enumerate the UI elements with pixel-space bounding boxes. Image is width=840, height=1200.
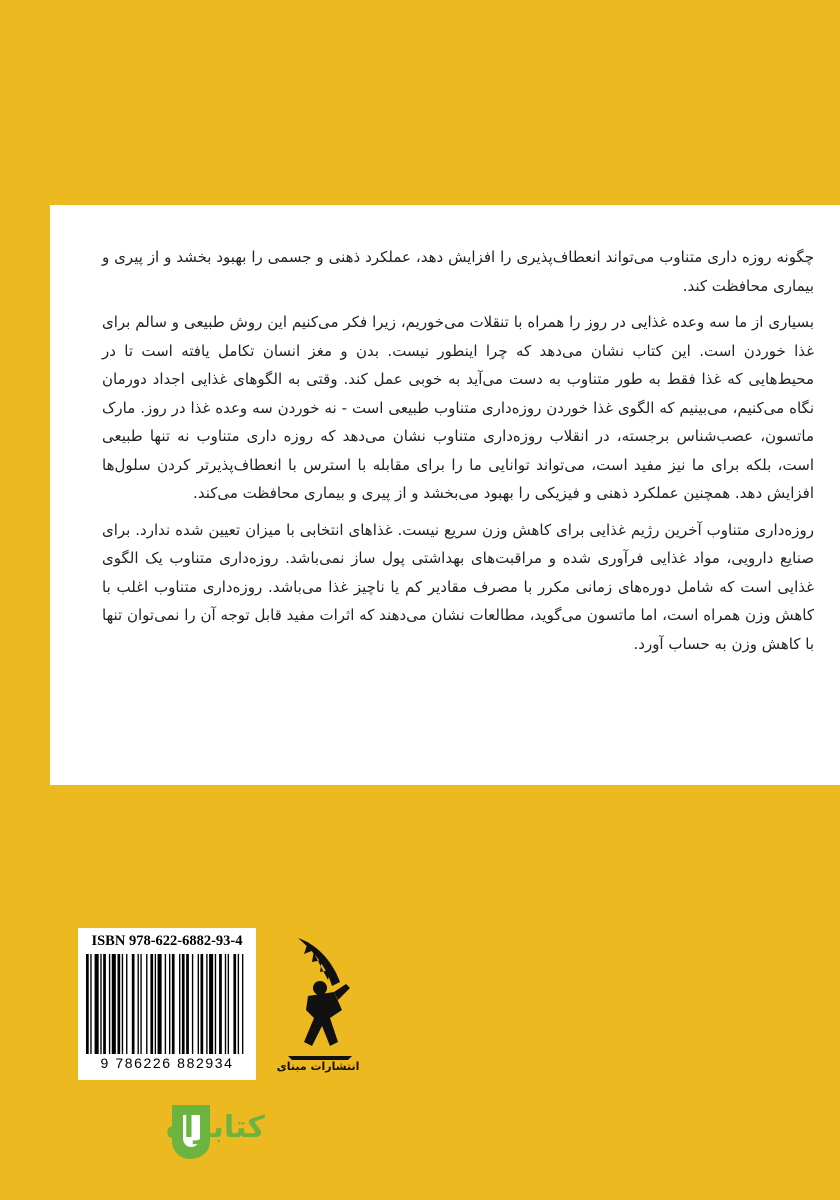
barcode-bar — [182, 954, 185, 1054]
barcode-bar — [112, 954, 116, 1054]
barcode-bar — [122, 954, 123, 1054]
ketabrah-wordmark: کتابراه — [166, 1110, 265, 1145]
barcode-bar — [140, 954, 141, 1054]
barcode-bar — [158, 954, 162, 1054]
barcode-bar — [103, 954, 106, 1054]
barcode-bar — [238, 954, 239, 1054]
barcode-bar — [90, 954, 91, 1054]
isbn-label: ISBN 978-622-6882-93-4 — [91, 933, 243, 949]
barcode-bar — [242, 954, 243, 1054]
barcode-bar — [219, 954, 222, 1054]
barcode-bar — [233, 954, 236, 1054]
barcode-bar — [155, 954, 156, 1054]
blurb-paragraph-3: روزه‌داری متناوب آخرین رژیم غذایی برای کاهش وزن سریع نیست. غذاهای انتخابی با میزان تعیین شده ندارد. برای صنایع دارویی، مواد غذایی فرآوری شده و مراقبت‌های بهداشتی پول ساز نمی‌باشد. روزه‌داری متناوب یک الگوی غذایی است که شامل دوره‌های زمانی مکرر با مصرف مقادیر کم یا ناچیز غذا می‌باشد. روزه‌داری متناوب اغلب با کاهش وزن همراه است، اما ماتسون می‌گوید، مطالعات نشان می‌دهند که اثرات مفید قابل توجه آن را نمی‌توان تنها با کاهش وزن به حساب آورد. — [102, 520, 814, 653]
barcode-bar — [172, 954, 175, 1054]
barcode-bar — [215, 954, 216, 1054]
blurb-paragraph-2: بسیاری از ما سه وعده غذایی در روز را همراه با تنقلات می‌خوریم، زیرا فکر می‌کنیم این روش طبیعی و سالم برای غذا خوردن است. این کتاب نشان می‌دهد که چرا اینطور نیست. بدن و مغز انسان تکامل یافته است تا در محیط‌هایی که غذا فقط به طور متناوب به دست می‌آید به خوبی عمل کند. وقتی به الگوهای غذایی اجداد دورمان نگاه می‌کنیم، می‌بینیم که الگوی غذا خوردن روزه‌داری متناوب طبیعی است - نه خوردن سه وعده غذا در روز. مارک ماتسون، عصب‌شناس برجسته، در انقلاب روزه‌داری متناوب نشان می‌دهد که روزه داری متناوب نه تنها طبیعی است، بلکه برای ما نیز مفید است، می‌تواند توانایی ما را برای مقابله با استرس با انعطاف‌پذیرتر کردن سلول‌ها افزایش دهد. همچنین عملکرد ذهنی و فیزیکی را بهبود می‌بخشد و از پیری و بیماری محافظت می‌کند. — [102, 313, 814, 502]
barcode-bar — [100, 954, 101, 1054]
barcode-bar — [95, 954, 99, 1054]
barcode-bar — [86, 954, 89, 1054]
barcode-bar — [138, 954, 139, 1054]
barcode-bar — [126, 954, 127, 1054]
barcode-bar — [186, 954, 189, 1054]
barcode-bar — [192, 954, 193, 1054]
barcode-digits: 9 786226 882934 — [100, 1055, 234, 1071]
blurb-panel — [50, 205, 840, 785]
publisher-name: انتشارات مبنای — [276, 1060, 360, 1073]
barcode-bar — [146, 954, 147, 1054]
barcode-bar — [225, 954, 226, 1054]
barcode-bar — [109, 954, 110, 1054]
barcode-bar — [206, 954, 207, 1054]
isbn-barcode — [78, 928, 256, 1080]
barcode-bar — [165, 954, 166, 1054]
barcode-bar — [169, 954, 170, 1054]
barcode-bar — [198, 954, 199, 1054]
barcode-bars — [84, 954, 250, 1054]
figure-silhouette-icon — [288, 981, 352, 1060]
barcode-bar — [132, 954, 135, 1054]
barcode-bar — [117, 954, 120, 1054]
blurb-paragraph-1: چگونه روزه داری متناوب می‌تواند انعطاف‌پذیری را افزایش دهد، عملکرد ذهنی و جسمی را بهبود بخشد و از پیری و بیماری محافظت کند. — [102, 248, 814, 295]
barcode-bar — [179, 954, 180, 1054]
barcode-bar — [150, 954, 153, 1054]
ketabrah-logo — [40, 1093, 265, 1163]
barcode-bar — [200, 954, 203, 1054]
quill-pen-icon — [298, 938, 340, 986]
publisher-logo — [268, 930, 368, 1080]
barcode-bar — [209, 954, 213, 1054]
barcode-bar — [228, 954, 229, 1054]
